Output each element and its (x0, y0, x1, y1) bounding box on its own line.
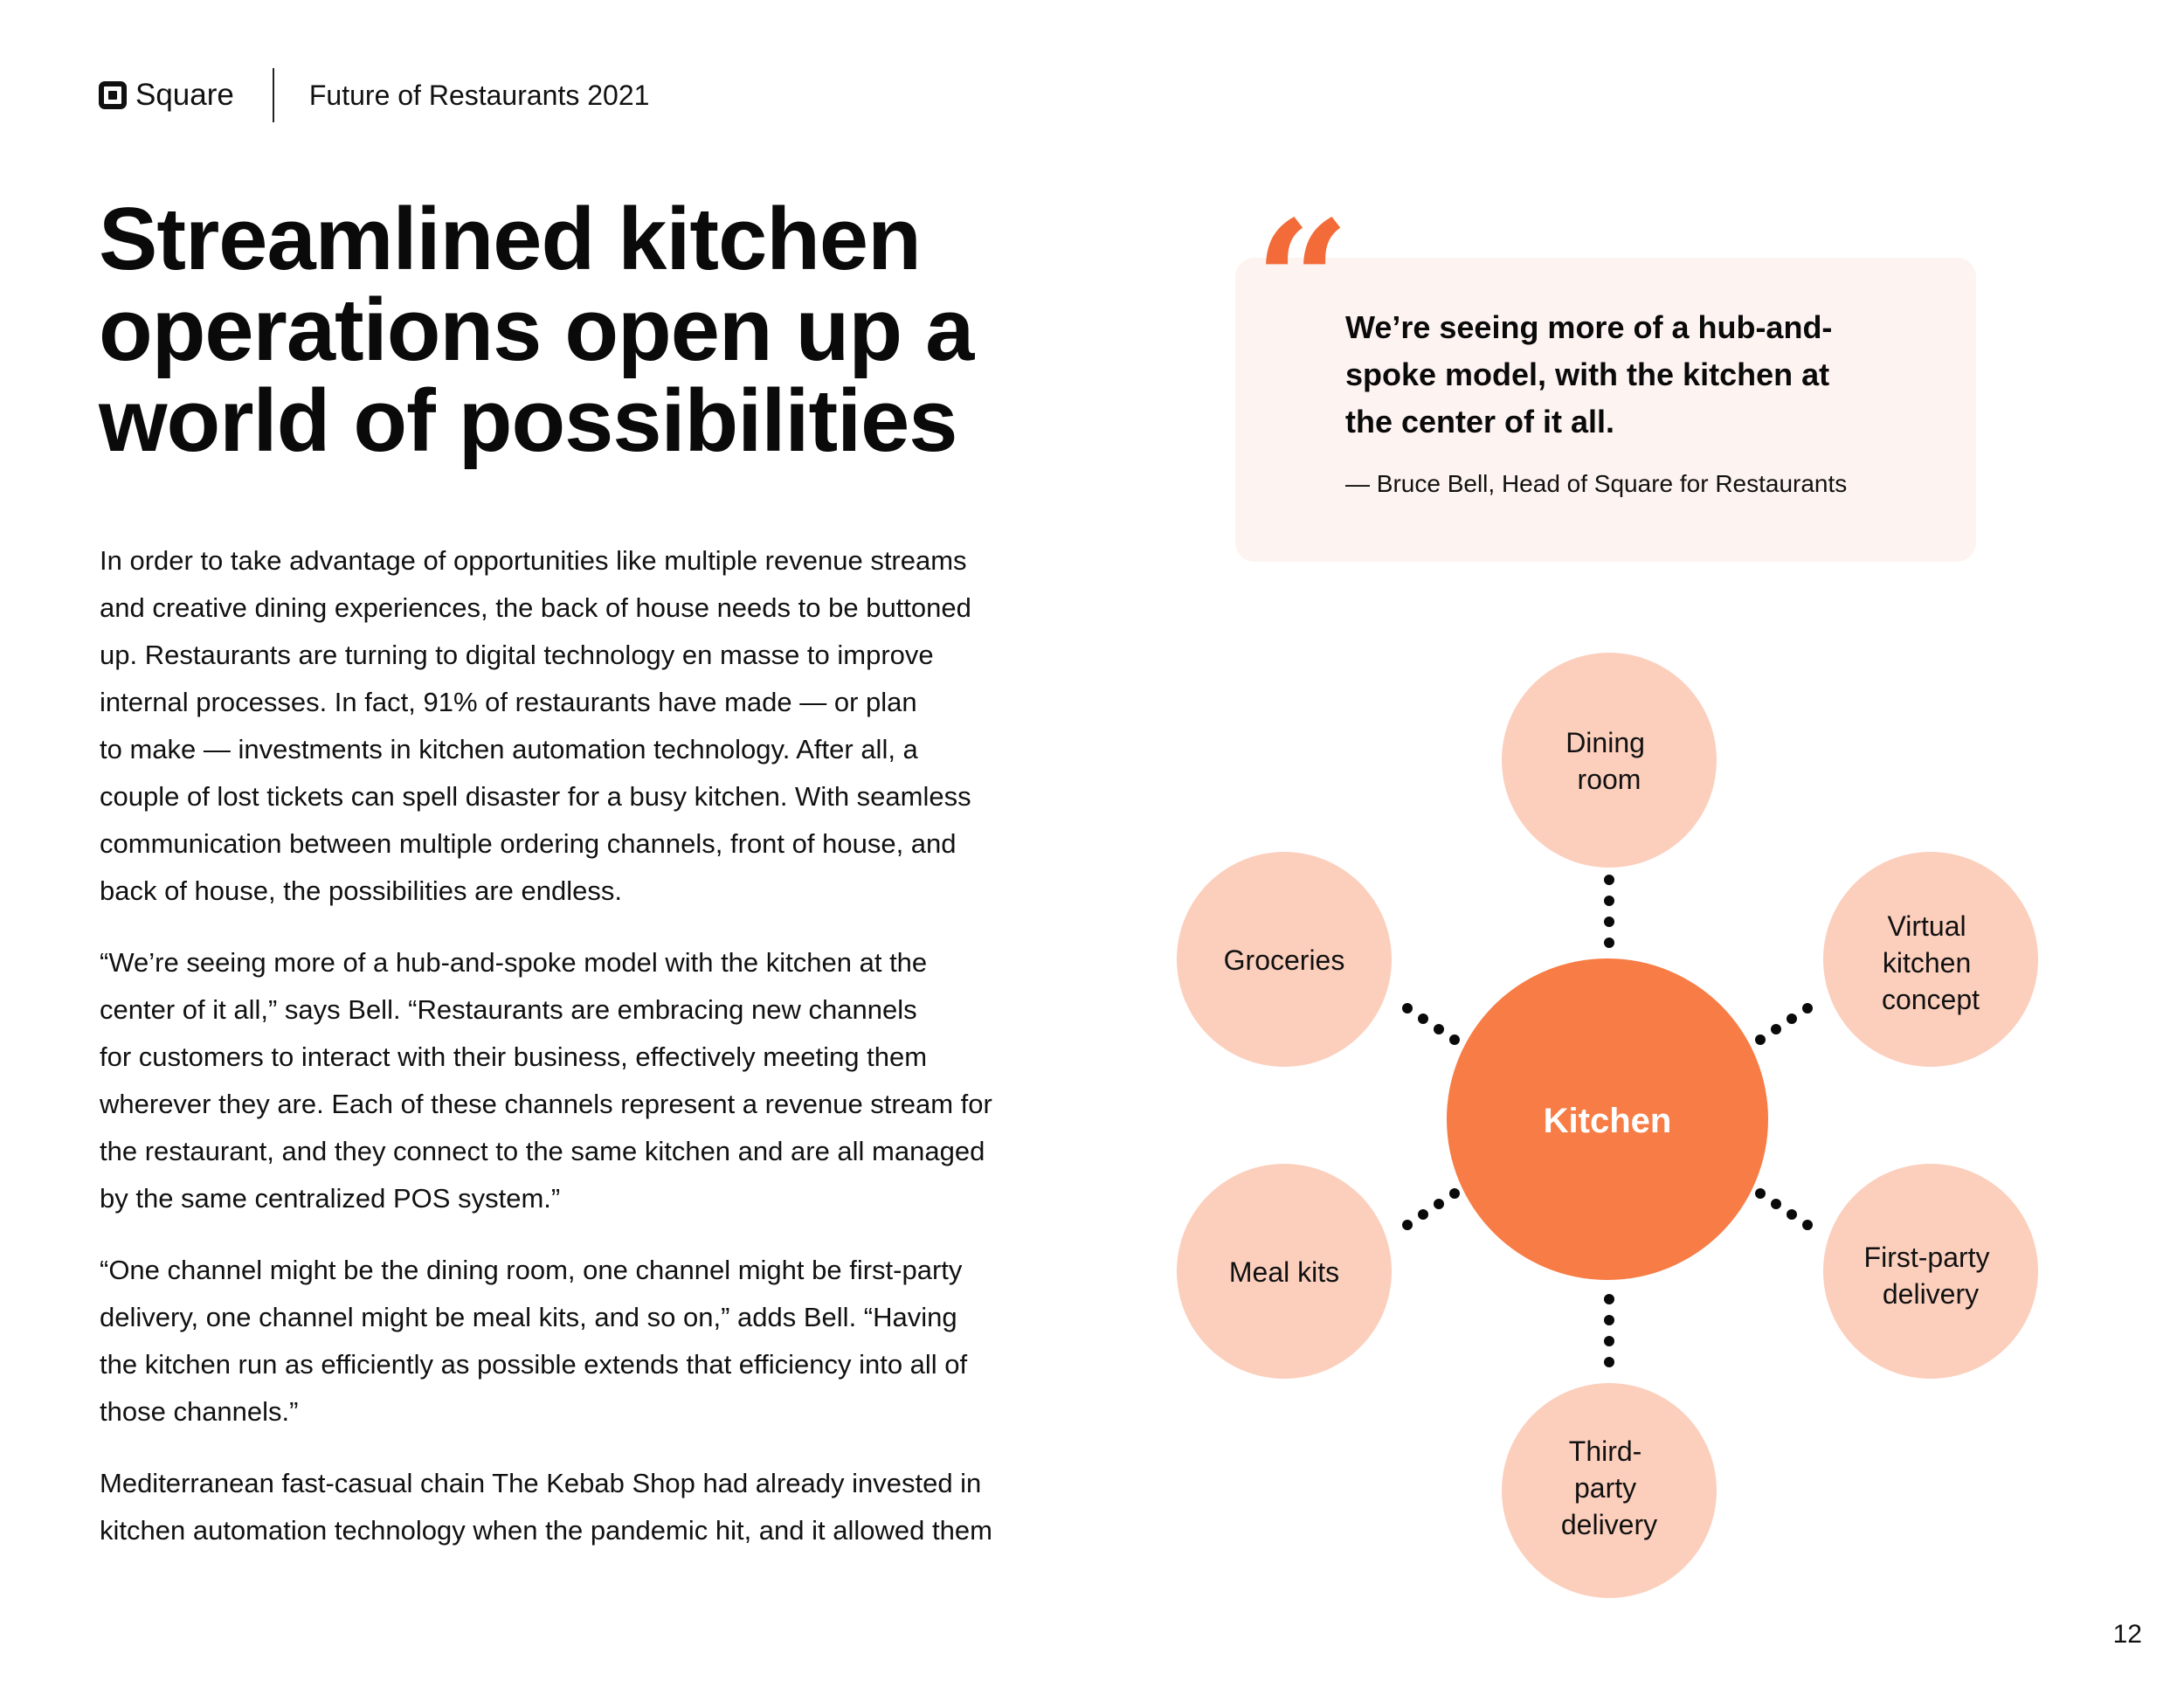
spoke-dot (1402, 1003, 1413, 1013)
body-paragraph-4: Mediterranean fast-casual chain The Kebab Shop had already invested in kitchen automation technology when the pandemic hit, and it allowed them (100, 1468, 992, 1546)
spoke-dot (1604, 1357, 1614, 1367)
node-dining-room (1502, 653, 1717, 868)
spoke-dot (1418, 1013, 1428, 1024)
node-label-third-party-delivery: Third- party delivery (1560, 1435, 1658, 1540)
spoke-dot (1755, 1034, 1766, 1045)
kitchen-hub-label: Kitchen (1543, 1102, 1672, 1140)
document-title: Future of Restaurants 2021 (308, 79, 650, 111)
spoke-dot (1434, 1024, 1444, 1034)
quote-mark-icon: “ (1254, 184, 1351, 379)
node-label-virtual-kitchen: Virtual kitchen concept (1881, 910, 1980, 1015)
node-label-dining-room: Dining room (1565, 727, 1645, 795)
spoke-dot (1434, 1199, 1444, 1209)
spoke-dot (1787, 1013, 1797, 1024)
headline-line: operations open up a (99, 281, 974, 379)
spoke-dot (1802, 1003, 1813, 1013)
spoke-dot (1418, 1209, 1428, 1220)
node-label-first-party-delivery: First-party delivery (1863, 1242, 1990, 1310)
spoke-dot (1449, 1188, 1460, 1199)
page-number: 12 (2112, 1620, 2142, 1649)
body-paragraph-3: “One channel might be the dining room, one channel might be first-party delivery, one channel might be meal kits, and so on,” adds Bell. “Having the kitchen run as efficiently as possible extends that efficiency into all of those channels.” (100, 1255, 968, 1427)
pull-quote-text: We’re seeing more of a hub-and- spoke model, with the kitchen at the center of it all. (1345, 309, 1833, 439)
spoke-dot (1771, 1024, 1781, 1034)
headline-line: world of possibilities (99, 372, 957, 470)
headline-line: Streamlined kitchen (99, 190, 921, 288)
body-paragraph-1: In order to take advantage of opportunities like multiple revenue streams and creative dining experiences, the back of house needs to be buttoned up. Restaurants are turning to digital technology en masse to improve internal processes. In fact, 91% of restaurants have made — or plan to make — investments in kitchen automation technology. After all, a couple of lost tickets can spell disaster for a busy kitchen. With seamless communication between multiple ordering channels, front of house, and back of house, the possibilities are endless. (100, 545, 971, 906)
spoke-dot (1604, 1315, 1614, 1325)
spoke-dot (1755, 1188, 1766, 1199)
spoke-dot (1604, 937, 1614, 948)
spoke-dot (1771, 1199, 1781, 1209)
spoke-dot (1449, 1034, 1460, 1045)
spoke-dot (1402, 1220, 1413, 1230)
spoke-dot (1604, 1336, 1614, 1346)
body-paragraph-2: “We’re seeing more of a hub-and-spoke model with the kitchen at the center of it all,” says Bell. “Restaurants are embracing new channels for customers to interact with their business, effectively meeting them wherever they are. Each of these channels represent a revenue stream for the restaurant, and they connect to the same kitchen and are all managed by the same centralized POS system.” (100, 947, 992, 1214)
spoke-dot (1604, 1294, 1614, 1304)
spoke-dot (1802, 1220, 1813, 1230)
spoke-dot (1604, 875, 1614, 885)
spoke-dot (1604, 896, 1614, 906)
brand-name: Square (135, 78, 234, 112)
node-label-meal-kits: Meal kits (1228, 1256, 1340, 1288)
spoke-dot (1604, 917, 1614, 927)
node-label-groceries: Groceries (1223, 944, 1345, 976)
spoke-dot (1787, 1209, 1797, 1220)
quote-attribution: — Bruce Bell, Head of Square for Restaurants (1345, 470, 1848, 497)
